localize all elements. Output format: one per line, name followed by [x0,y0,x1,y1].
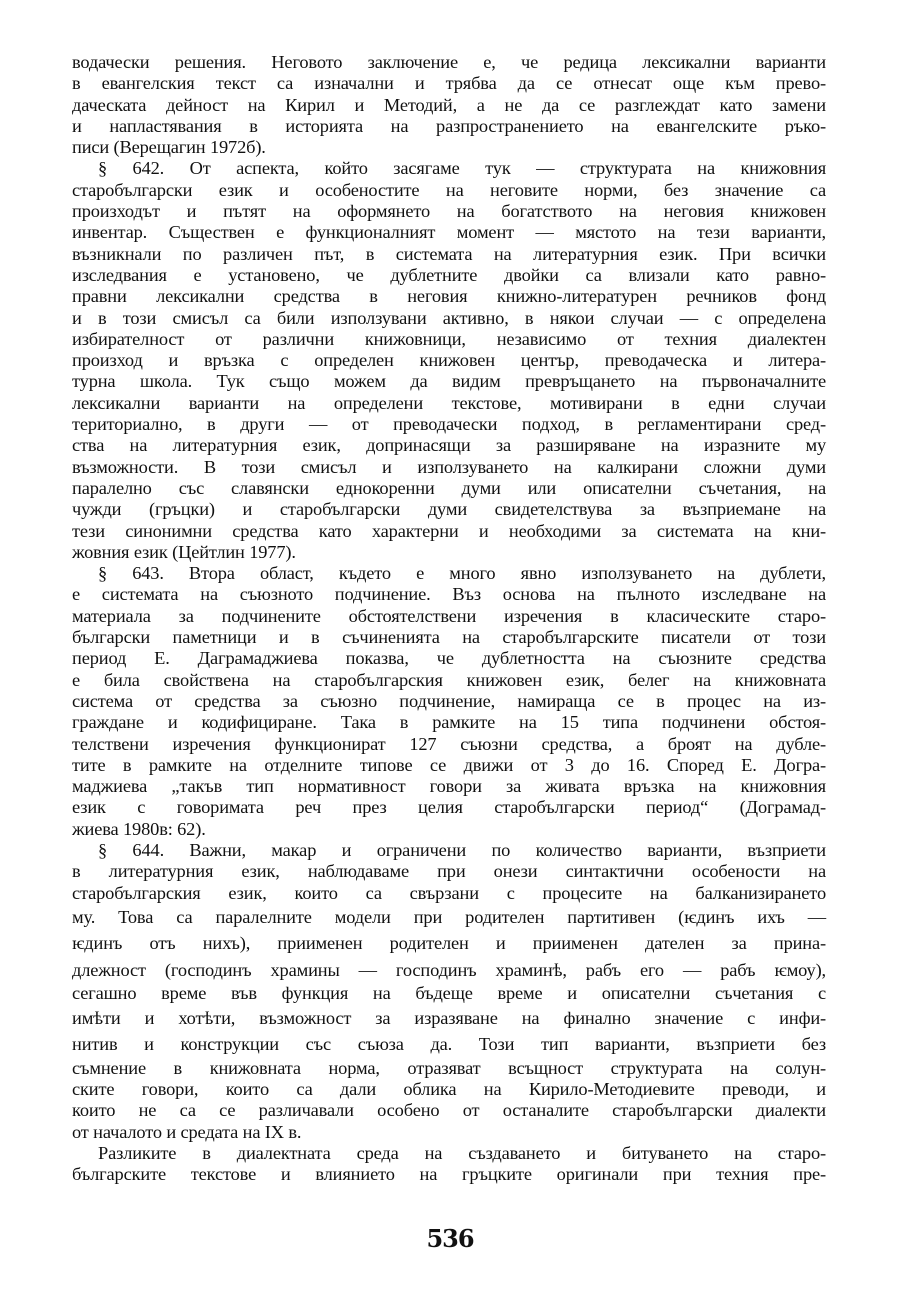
text-line: е била свойствена на старобългарския книжовен език, белег на книжовната [72,669,826,690]
text-line: Разликите в диалектната среда на създаването и битуването на старо- [98,1142,826,1163]
text-line: лексикални варианти на определени текстове, мотивирани в едни случаи [72,392,826,413]
text-line: период Е. Даграмаджиева показва, че дублетността на съюзните средства [72,648,826,669]
text-line: имѣти и хотѣти, възможност за изразяване на финално значение с инфи- [72,1007,826,1028]
text-line: писи (Верещагин 1972б). [72,137,266,158]
text-line: старобългарския език, които са свързани с процесите на балканизирането [72,882,826,903]
section-heading-line: § 642. От аспекта, който засягаме тук — структурата на книжовния [98,158,826,179]
text-line: ските говори, които са дали облика на Кирило-Методиевите преводи, и [72,1078,826,1099]
text-line: водачески решения. Неговото заключение е, че редица лексикални варианти [72,52,826,72]
text-line: е системата на съюзното подчинение. Въз основа на пълното изследване на [72,584,826,605]
text-line: правни лексикални средства в неговия книжно-литературен речников фонд [72,286,826,307]
text-line: инвентар. Съществен е функционалният момент — мястото на тези варианти, [72,222,826,243]
text-line: даческата дейност на Кирил и Методий, а не да се разглеждат като замени [72,94,826,115]
paragraph-section-643 [72,563,826,840]
section-heading-line: § 644. Важни, макар и ограничени по количество варианти, възприети [98,839,826,860]
text-line: сегашно време във функция на бъдеще време и описателни съчетания с [72,983,826,1004]
text-line: материала за подчинените обстоятелствени изречения в класическите старо- [72,605,826,626]
paragraph-intro-continuation [72,52,826,158]
text-line: които не са се различавали особено от останалите старобългарски диалекти [72,1100,826,1121]
text-line: териториално, в други — от преводачески подход, в регламентирани сред- [72,414,826,435]
document-page [72,52,826,1185]
text-line: жиева 1980в: 62). [72,818,206,839]
section-heading-line: § 643. Втора област, където е много явно използуването на дублети, [98,563,826,584]
text-line: език с говоримата реч през целия старобългарски период“ (Дограмад- [72,797,826,818]
text-line: паралелно със славянски еднокоренни думи или описателни съчетания, на [72,477,826,498]
paragraph-section-642 [72,158,826,563]
text-line: ѥдинъ отъ нихъ), приименен родителен и приименен дателен за прина- [72,933,826,954]
text-line: турна школа. Тук също можем да видим превръщането на първоначалните [72,371,826,392]
text-line: ства на литературния език, допринасящи за разширяване на изразните му [72,435,826,456]
text-line: длежност (господинъ храмины — господинъ храминѣ, рабъ его — рабъ ѥмоу), [72,959,826,980]
text-line: маджиева „такъв тип нормативност говори за живата връзка на книжовния [72,776,826,797]
text-line: българските текстове и влиянието на гръцките оригинали при техния пре- [72,1164,826,1185]
text-line: съмнение в книжовната норма, отразяват всъщност структурата на солун- [72,1057,826,1078]
text-line: граждане и кодифициране. Така в рамките на 15 типа подчинени обстоя- [72,712,826,733]
text-line: тези синонимни средства като характерни и необходими за системата на кни- [72,520,826,541]
text-line: възможности. В този смисъл и използуването на калкирани сложни думи [72,456,826,477]
text-line: нитив и конструкции със съюза да. Този тип варианти, възприети без [72,1034,826,1055]
text-line: старобългарски език и особеностите на неговите норми, без значение са [72,179,826,200]
text-line: му. Това са паралелните модели при родителен партитивен (ѥдинъ ихъ — [72,906,826,927]
text-line: изследвания е установено, че дублетните двойки са влизали като равно- [72,264,826,285]
text-line: български паметници и в съчиненията на старобългарските писатели от този [72,627,826,648]
text-line: от началото и средата на IX в. [72,1121,302,1142]
text-line: в евангелския текст са изначални и трябва да се отнесат още към прево- [72,73,826,94]
text-line: телствени изречения функционират 127 съюзни средства, а броят на дубле- [72,733,826,754]
text-line: и в този смисъл са били използувани активно, в някои случаи — с определена [72,307,826,328]
text-line: жовния език (Цейтлин 1977). [72,541,296,562]
page-number: 536 [426,1224,474,1253]
paragraph-section-644 [72,840,826,1143]
text-line: избирателност от различни книжовници, независимо от техния диалектен [72,328,826,349]
text-line: система от средства за съюзно подчинение, намираща се в процес на из- [72,690,826,711]
text-line: в литературния език, наблюдаваме при онези синтактични особености на [72,861,826,882]
text-line: чужди (гръцки) и старобългарски думи свидетелствува за възприемане на [72,499,826,520]
text-line: произход и връзка с определен книжовен център, преводаческа и литера- [72,350,826,371]
text-line: и напластявания в историята на разпространението на евангелските ръко- [72,115,826,136]
paragraph-closing [72,1143,826,1186]
text-line: тите в рамките на отделните типове се движи от 3 до 16. Според Е. Догра- [72,754,826,775]
text-line: произходът и пътят на оформянето на богатството на неговия книжовен [72,201,826,222]
text-line: възникнали по различен път, в системата на литературния език. При всички [72,243,826,264]
